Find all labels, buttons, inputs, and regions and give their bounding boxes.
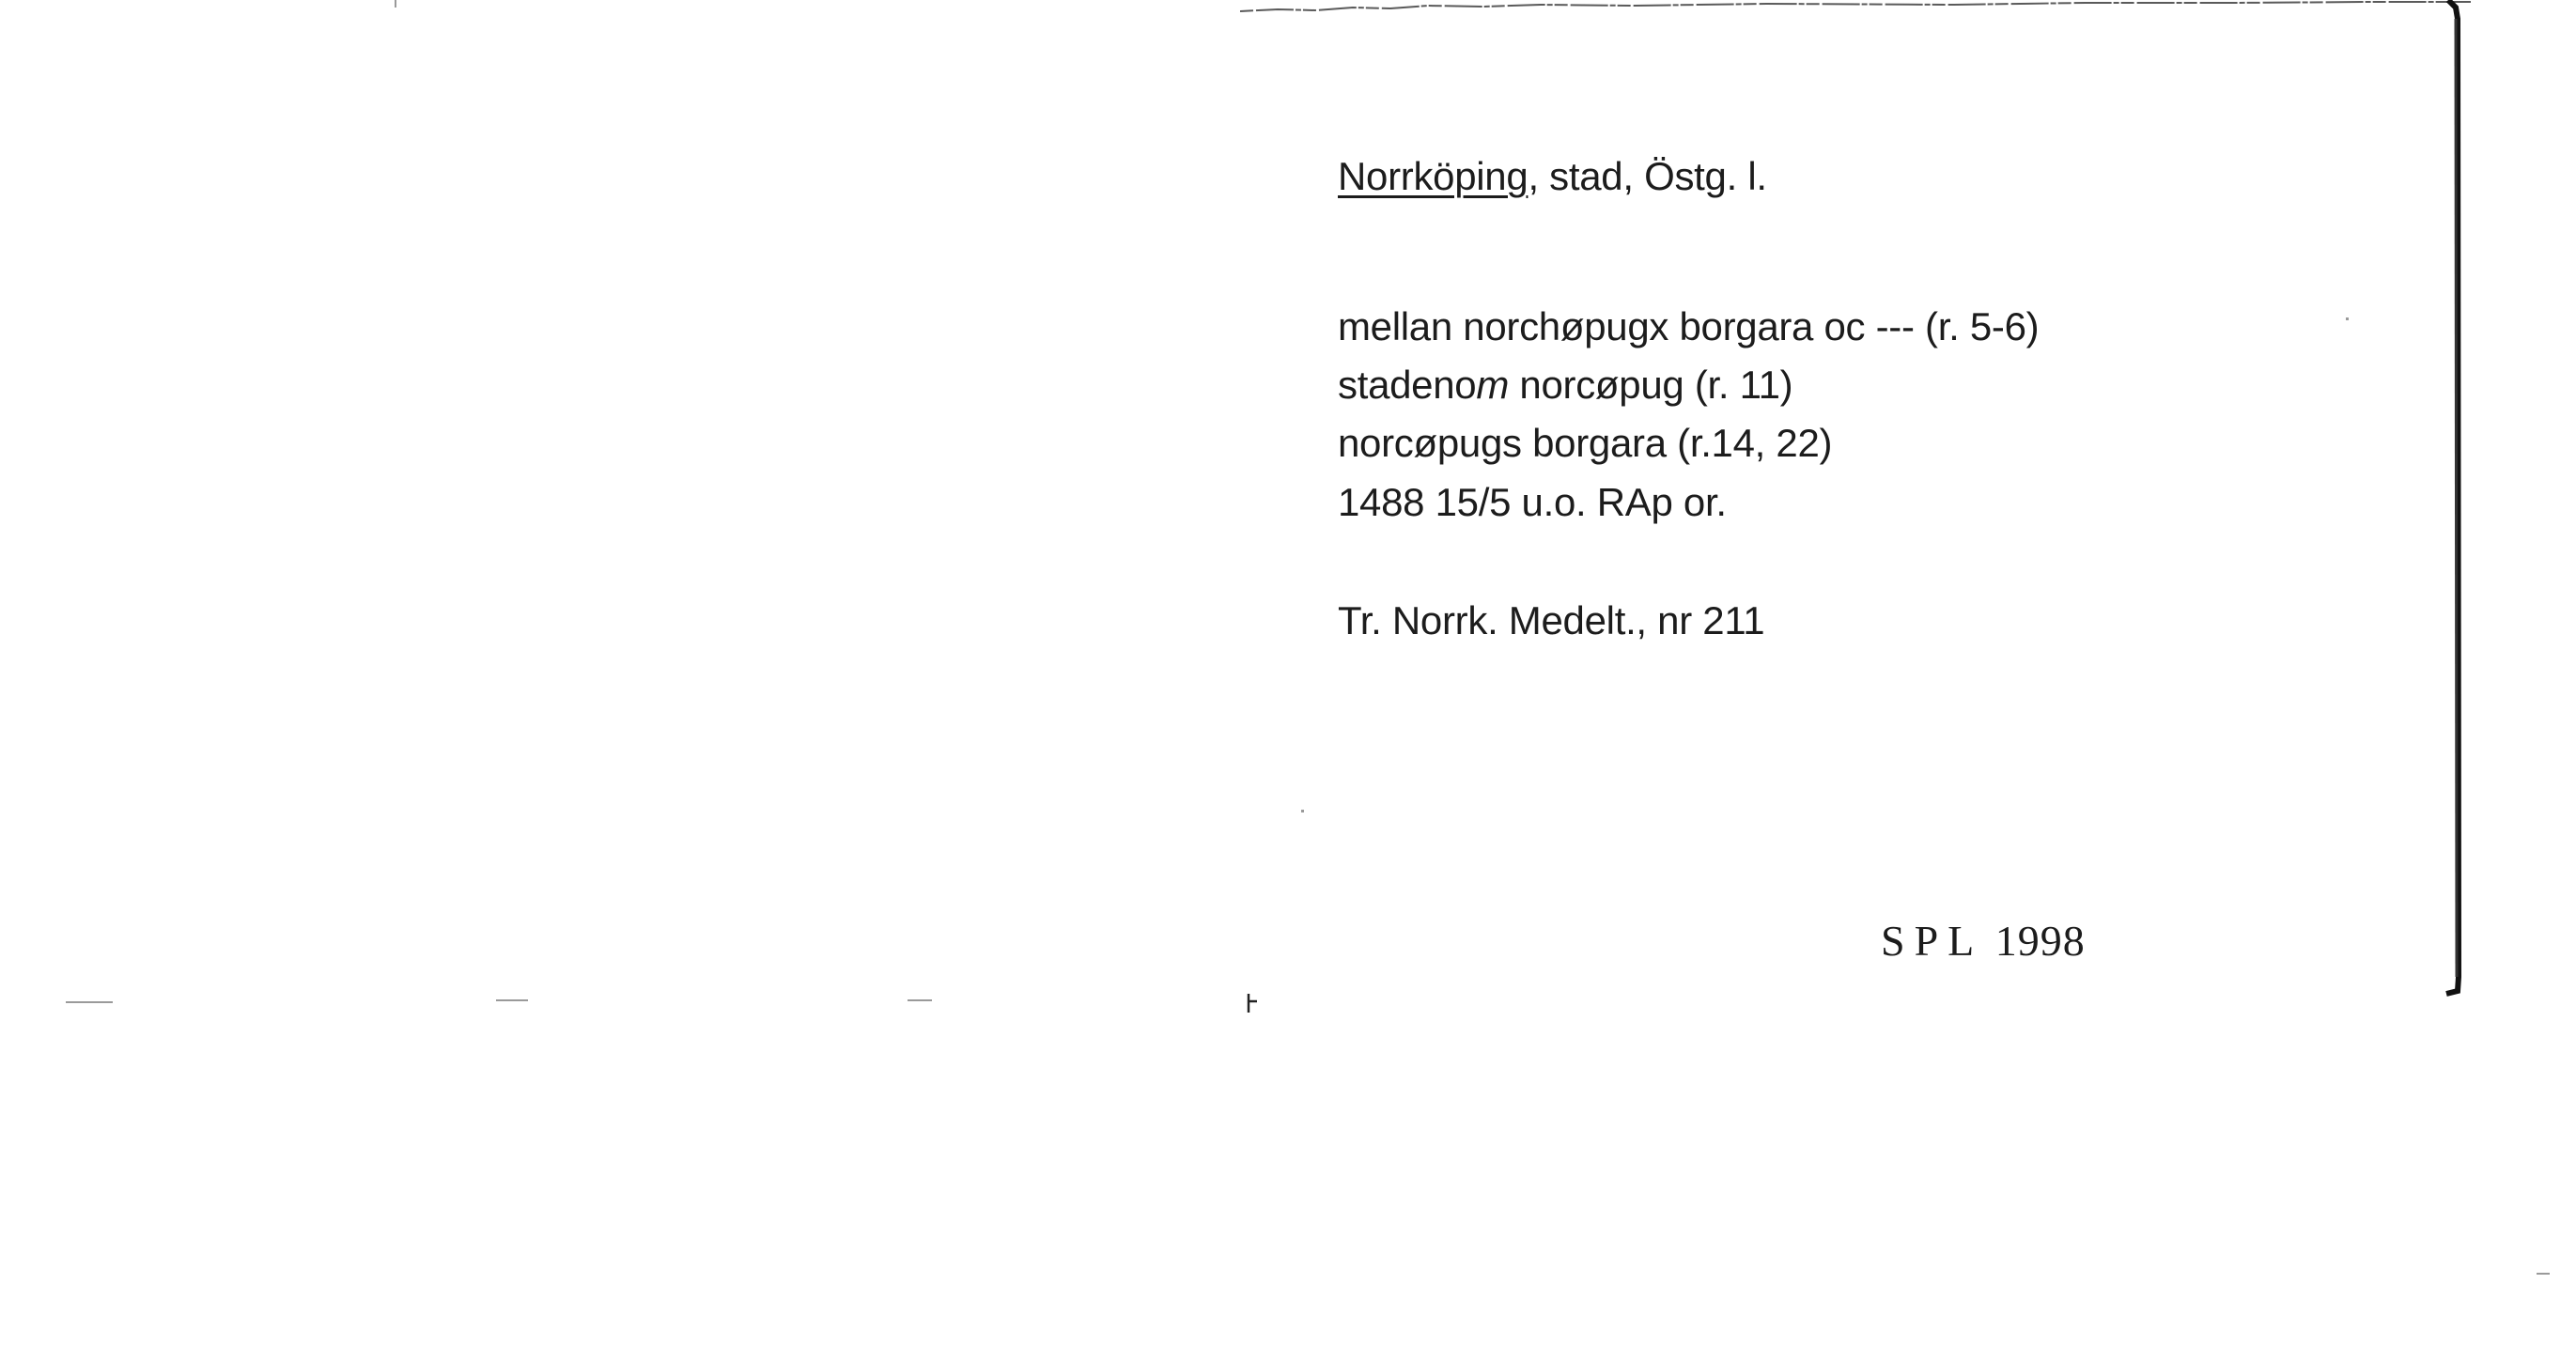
scan-speck [66,1001,113,1003]
signature-year: 1998 [1983,917,2086,965]
card-top-edge [1240,0,2471,13]
citation-line-end: norcøpug (r. 11) [1509,363,1793,407]
scan-speck [2537,1273,2550,1275]
citation-line: mellan norchøpugx borgara oc --- (r. 5-6) [1338,304,2040,348]
card-heading [1338,154,1767,198]
scan-speck [1301,810,1304,812]
card-right-edge [2443,0,2471,1005]
citation-line: norcøpugs borgara (r.14, 22) [1338,421,1833,465]
citation-line [1338,365,1792,405]
scan-speck [496,999,528,1001]
citation-line-italic: m [1476,363,1510,407]
signature [1881,917,2086,965]
place-name: Norrköping [1338,154,1529,198]
citation-date-line: 1488 15/5 u.o. RAp or. [1338,480,1727,524]
scan-speck [908,999,932,1001]
crop-mark [1244,992,1263,1014]
scan-speck [395,0,396,8]
signature-initials: SPL [1881,917,1984,965]
place-description: , stad, Östg. l. [1528,154,1767,198]
scan-speck [2346,317,2349,320]
citation-line-start: stadeno [1338,363,1477,407]
source-reference: Tr. Norrk. Medelt., nr 211 [1338,598,1765,642]
